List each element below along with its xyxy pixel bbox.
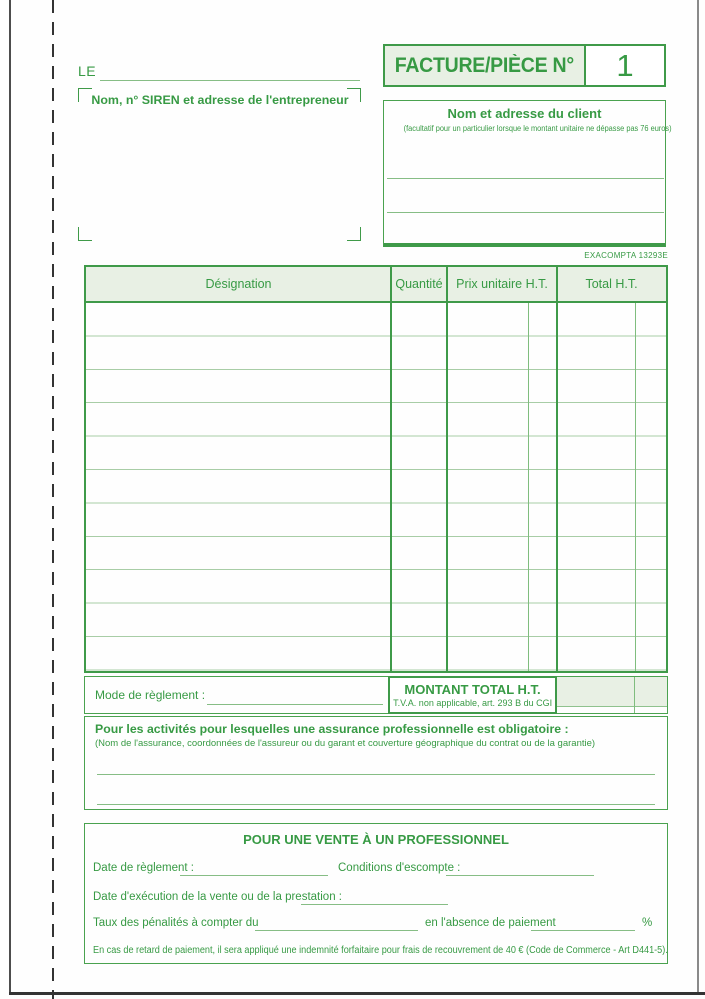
entrepreneur-box-label: Nom, n° SIREN et adresse de l'entrepreneur (91, 93, 349, 107)
insurance-write-line (97, 774, 655, 775)
execution-date-label: Date d'exécution de la vente ou de la prestation : (93, 891, 342, 903)
payment-mode-label: Mode de règlement : (95, 688, 206, 702)
vat-exemption-note: T.V.A. non applicable, art. 293 B du CGI (392, 697, 553, 709)
payment-date-label: Date de règlement : (93, 862, 195, 874)
date-write-line (100, 80, 360, 81)
penalties-date-write-line (255, 930, 418, 931)
column-divider (556, 267, 558, 671)
execution-date-write-line (301, 904, 448, 905)
date-prefix-label: LE (78, 63, 97, 79)
print-reference: EXACOMPTA 13293E (584, 251, 668, 260)
column-header-total: Total H.T. (585, 277, 638, 291)
cents-sub-divider (528, 303, 529, 671)
totals-row (84, 676, 668, 714)
entrepreneur-bracket-bottom-right (347, 227, 361, 241)
column-header-designation: Désignation (205, 277, 272, 291)
discount-terms-label: Conditions d'escompte : (338, 862, 461, 874)
insurance-box (84, 716, 668, 810)
column-divider (446, 267, 448, 671)
page-right-edge (697, 0, 699, 994)
invoice-title-cell (385, 46, 584, 85)
items-table-body (86, 303, 666, 671)
payment-date-write-line (180, 875, 328, 876)
client-box-title: Nom et adresse du client (447, 106, 602, 121)
percent-sign: % (642, 917, 653, 929)
client-box-note: (facultatif pour un particulier lorsque le montant unitaire ne dépasse pas 76 euros) (403, 123, 672, 133)
client-write-line (387, 178, 664, 179)
invoice-title: FACTURE/PIÈCE N° (394, 53, 575, 77)
column-divider (390, 267, 392, 671)
total-label-box (388, 676, 557, 714)
total-label: MONTANT TOTAL H.T. (404, 681, 541, 697)
total-cents-divider (634, 677, 635, 713)
items-table-header (86, 267, 666, 303)
professional-sale-box (84, 823, 668, 964)
page-bottom-edge (9, 992, 705, 995)
payment-mode-write-line (207, 704, 383, 705)
insurance-write-line (97, 804, 655, 805)
discount-terms-write-line (446, 875, 594, 876)
no-payment-label: en l'absence de paiement (425, 917, 556, 929)
items-table (84, 265, 668, 673)
late-payment-note: En cas de retard de paiement, il sera appliqué une indemnité forfaitaire pour frais de recouvrement de 40 € (Code de Commerce - Art D441-5). (93, 945, 668, 956)
total-amount-cell (555, 677, 667, 707)
column-header-unit-price: Prix unitaire H.T. (456, 277, 548, 291)
professional-sale-title: POUR UNE VENTE À UN PROFESSIONNEL (243, 832, 509, 847)
page-left-edge (9, 0, 11, 993)
penalties-rate-write-line (531, 930, 635, 931)
invoice-number-cell (584, 46, 664, 85)
entrepreneur-bracket-bottom-left (78, 227, 92, 241)
perforation-line (52, 0, 54, 999)
cents-sub-divider (635, 303, 636, 671)
penalties-label: Taux des pénalités à compter du (93, 917, 259, 929)
invoice-number-header (383, 44, 666, 87)
column-header-quantity: Quantité (395, 277, 443, 291)
invoice-number: 1 (616, 47, 634, 83)
insurance-title: Pour les activités pour lesquelles une assurance professionnelle est obligatoire : (95, 722, 569, 736)
insurance-note: (Nom de l'assurance, coordonnées de l'assureur ou du garant et couverture géographique du contrat ou de la garantie) (95, 738, 596, 749)
client-address-box (383, 100, 672, 247)
client-write-line (387, 212, 664, 213)
